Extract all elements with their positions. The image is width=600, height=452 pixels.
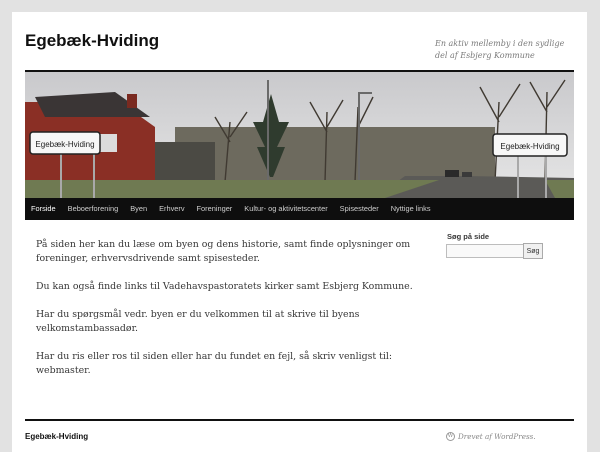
content-paragraph: Du kan også finde links til Vadehavspastoratets kirker samt Esbjerg Kommune.: [36, 281, 413, 292]
footer-site-title[interactable]: Egebæk-Hviding: [25, 432, 89, 441]
site-title[interactable]: Egebæk-Hviding: [25, 31, 160, 50]
nav-item-erhverv[interactable]: Erhverv: [159, 204, 185, 213]
content-paragraph: Har du ris eller ros til siden eller har du fundet en fejl, så skriv venligst til: webmaster.: [36, 351, 393, 376]
search-button[interactable]: Søg: [523, 243, 543, 259]
footer-credit-text[interactable]: Drevet af WordPress.: [458, 432, 536, 441]
nav-item-foreninger[interactable]: Foreninger: [196, 204, 233, 213]
wordpress-icon: W: [447, 433, 454, 439]
footer-divider: [25, 419, 574, 421]
main-content: [36, 238, 426, 392]
header-photo: [25, 72, 574, 198]
nav-item-beboerforening[interactable]: Beboerforening: [67, 204, 119, 213]
nav-item-spisesteder[interactable]: Spisesteder: [339, 204, 379, 213]
footer-credit[interactable]: [446, 432, 536, 441]
nav-item-kultur-og-aktivitetscenter[interactable]: Kultur- og aktivitetscenter: [244, 204, 328, 213]
page: [12, 12, 587, 452]
sign-left-text: Egebæk-Hviding: [35, 140, 95, 149]
main-navigation: [25, 198, 574, 220]
search-input[interactable]: [446, 244, 524, 258]
site-description: En aktiv mellemby i den sydlige del af Esbjerg Kommune: [435, 39, 565, 60]
header-image: [25, 72, 574, 198]
content-paragraph: På siden her kan du læse om byen og dens historie, samt finde oplysninger om foreninger, erhvervsdrivende samt spisesteder.: [36, 239, 411, 264]
nav-item-byen[interactable]: Byen: [130, 204, 148, 213]
nav-item-forside[interactable]: Forside: [31, 204, 56, 213]
content-paragraph: Har du spørgsmål vedr. byen er du velkommen til at skrive til byens velkomstambassadør.: [36, 309, 360, 334]
sign-right-text: Egebæk-Hviding: [500, 142, 560, 151]
nav-item-nyttige-links[interactable]: Nyttige links: [390, 204, 431, 213]
search-widget-title: Søg på side: [447, 232, 490, 241]
